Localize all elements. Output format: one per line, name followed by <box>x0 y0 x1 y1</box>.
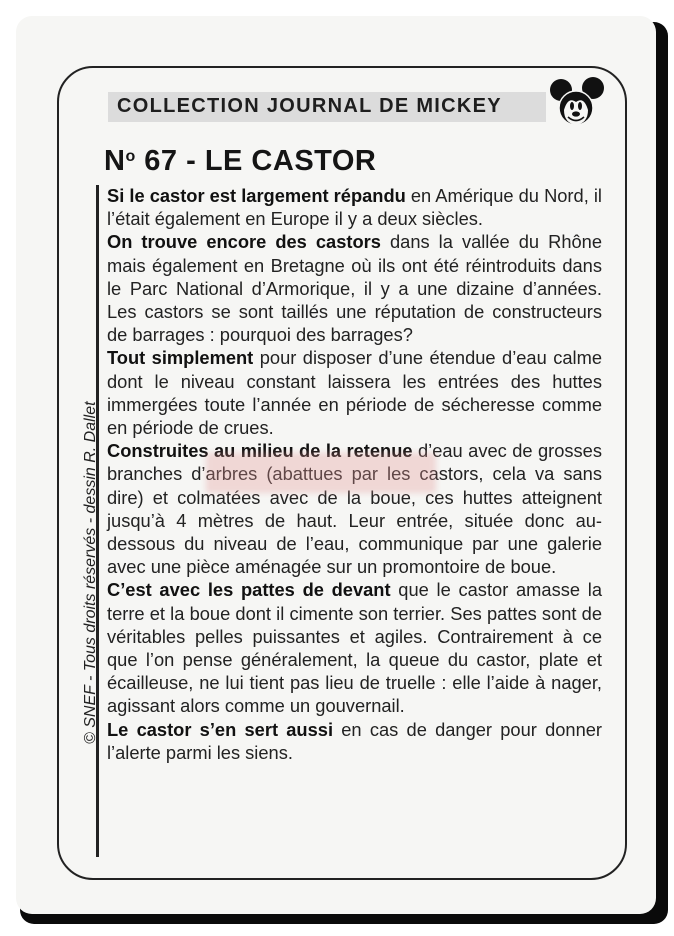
paragraph: C’est avec les pattes de devant que le castor amasse la terre et la boue dont il cimente son terrier. Ses pattes sont de véritables pelles puissantes et agiles. Contrairement à ce que l’on pense généralement, la queue du castor, plate et écailleuse, ne lui tient pas lieu de truelle : elle l’aide à nager, agissant alors comme un gouvernail. <box>107 579 602 717</box>
paragraph: On trouve encore des castors dans la vallée du Rhône mais également en Bretagne où ils ont été réintroduits dans le Parc National d’Armorique, il y a une dizaine d’années. Les castors se sont taillés une réputation de constructeurs de barrages : pourquoi des barrages? <box>107 231 603 346</box>
paragraph: Tout simplement pour disposer d’une étendue d’eau calme dont le niveau constant laissera les entrées des huttes immergées toute l’année en période de sécheresse comme en période de crues. <box>107 347 602 439</box>
paragraph: Si le castor est largement répandu en Amérique du Nord, il l’était également en Europe il y a deux siècles. <box>107 185 602 230</box>
watermark-stamp <box>206 453 436 493</box>
paragraph: Construites au milieu de la retenue d’eau avec de grosses branches d’arbres (abattues par les castors, cela va sans dire) et colmatées avec de la boue, ces huttes atteignent jusqu’à 4 mètres de haut. Leur entrée, située donc au-dessous du niveau de l’eau, communique par une galerie avec une pièce aménagée sur un promontoire de boue. <box>107 440 602 578</box>
card-title: $N^o$ 67 - LE CASTOR <box>104 145 377 177</box>
collection-title: COLLECTION JOURNAL DE MICKEY <box>117 95 502 117</box>
mickey-head-icon <box>548 76 606 130</box>
paragraph: Le castor s’en sert aussi en cas de danger pour donner l’alerte parmi les siens. <box>107 718 603 763</box>
copyright-credit: © SNEF - Tous droits réservés - dessin R. Dallet <box>82 401 99 744</box>
